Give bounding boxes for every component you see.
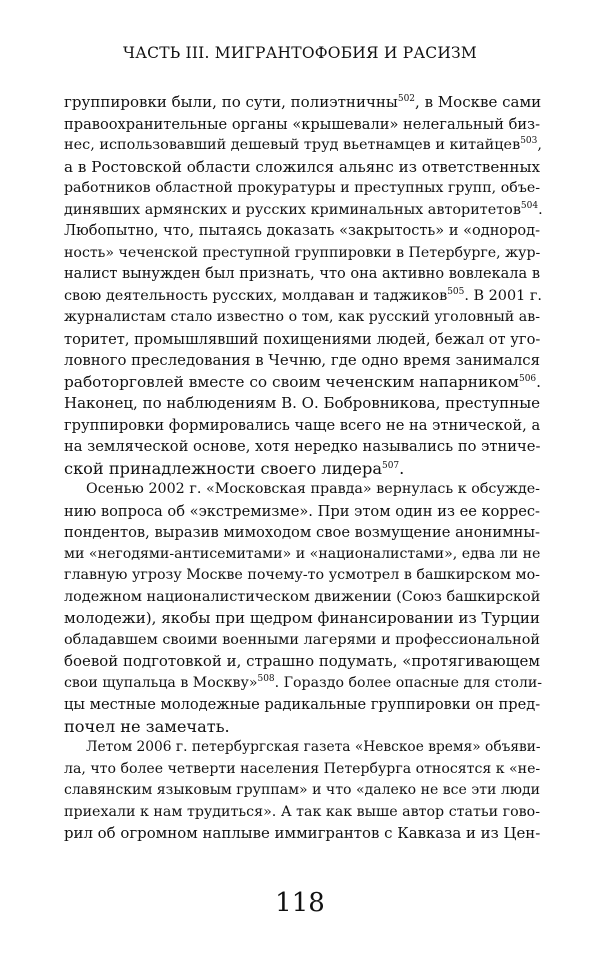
text-line: ловного преследования в Чечню, где одно время занимался <box>64 351 540 369</box>
text-line: налист вынужден был признать, что она активно вовлекала в <box>64 266 540 282</box>
text-line: журналистам стало известно о том, как русский уголовный ав- <box>64 309 540 325</box>
text-line: почел не замечать. <box>64 716 230 736</box>
text-line: торитет, промышлявший похищениями людей, бежал от уго- <box>64 330 541 348</box>
text-line: нес, использовавший дешевый труд вьетнамцев и китайцев$^{503}$, <box>64 136 542 153</box>
text-line: группировки были, по сути, полиэтничны$^{502}$, в Москве сами <box>64 93 542 111</box>
text-line: группировки формировались чаще всего не на этнической, а <box>64 416 541 434</box>
text-line: Осенью 2002 г. «Московская правда» вернулась к обсужде- <box>86 481 540 497</box>
text-line: Наконец, по наблюдениям В. О. Бобровникова, преступные <box>64 394 541 412</box>
text-line: обладавшем своими военными лагерями и профессиональной <box>64 631 541 648</box>
text-line: Летом 2006 г. петербургская газета «Невское время» объяви- <box>86 739 541 755</box>
text-line: ность» чеченской преступной группировки в Петербурге, жур- <box>64 244 541 261</box>
text-line: главную угрозу Москве почему-то усмотрел в башкирском мо- <box>64 567 540 583</box>
text-line: динявших армянских и русских криминальных авторитетов$^{504}$. <box>64 200 543 218</box>
text-line: правоохранительные органы «крышевали» нелегальный биз- <box>64 115 540 133</box>
text-line: боевой подготовкой и, страшно подумать, «протягивающем <box>64 652 540 670</box>
text-line: работорговлей вместе со своим чеченским напарником$^{506}$. <box>64 372 542 391</box>
text-line: ми «негодями-антисемитами» и «националистами», едва ли не <box>64 545 541 562</box>
text-line: пондентов, выразив мимоходом свое возмущение анонимны- <box>64 524 540 541</box>
text-line: а в Ростовской области сложился альянс из ответственных <box>64 157 540 176</box>
text-line: на земляческой основе, хотя нередко назывались по этниче- <box>64 438 541 455</box>
text-line: рил об огромном наплыве иммигрантов с Кавказа и из Цен- <box>64 824 541 842</box>
text-line: свои щупальца в Москву»$^{508}$. Гораздо более опасные для столи- <box>64 673 543 691</box>
text-line: ла, что более четверти населения Петербурга относятся к «не- <box>64 760 541 777</box>
text-line: ской принадлежности своего лидера$^{507}$. <box>64 458 405 478</box>
running-head: ЧАСТЬ III. МИГРАНТОФОБИЯ И РАСИЗМ <box>123 44 477 62</box>
text-line: нию вопроса об «экстремизме». При этом один из ее коррес- <box>64 502 540 520</box>
text-line: цы местные молодежные радикальные группировки он пред- <box>64 696 541 713</box>
body-text <box>64 92 543 845</box>
page-number: 118 <box>275 888 325 918</box>
text-line: свою деятельность русских, молдаван и таджиков$^{505}$. В 2001 г. <box>64 286 542 304</box>
text-line: лодежном националистическом движении (Союз башкирской <box>64 588 541 605</box>
text-line: работников областной прокуратуры и преступных групп, объе- <box>64 180 540 196</box>
text-line: приехали к нам трудиться». А так как выше автор статьи гово- <box>64 803 540 820</box>
text-line: Любопытно, что, пытаясь доказать «закрытость» и «однород- <box>64 223 540 239</box>
text-line: славянским языковым группам» и что «далеко не все эти люди <box>64 782 541 798</box>
text-line: молодежи), якобы при щедром финансировании из Турции <box>64 609 540 627</box>
